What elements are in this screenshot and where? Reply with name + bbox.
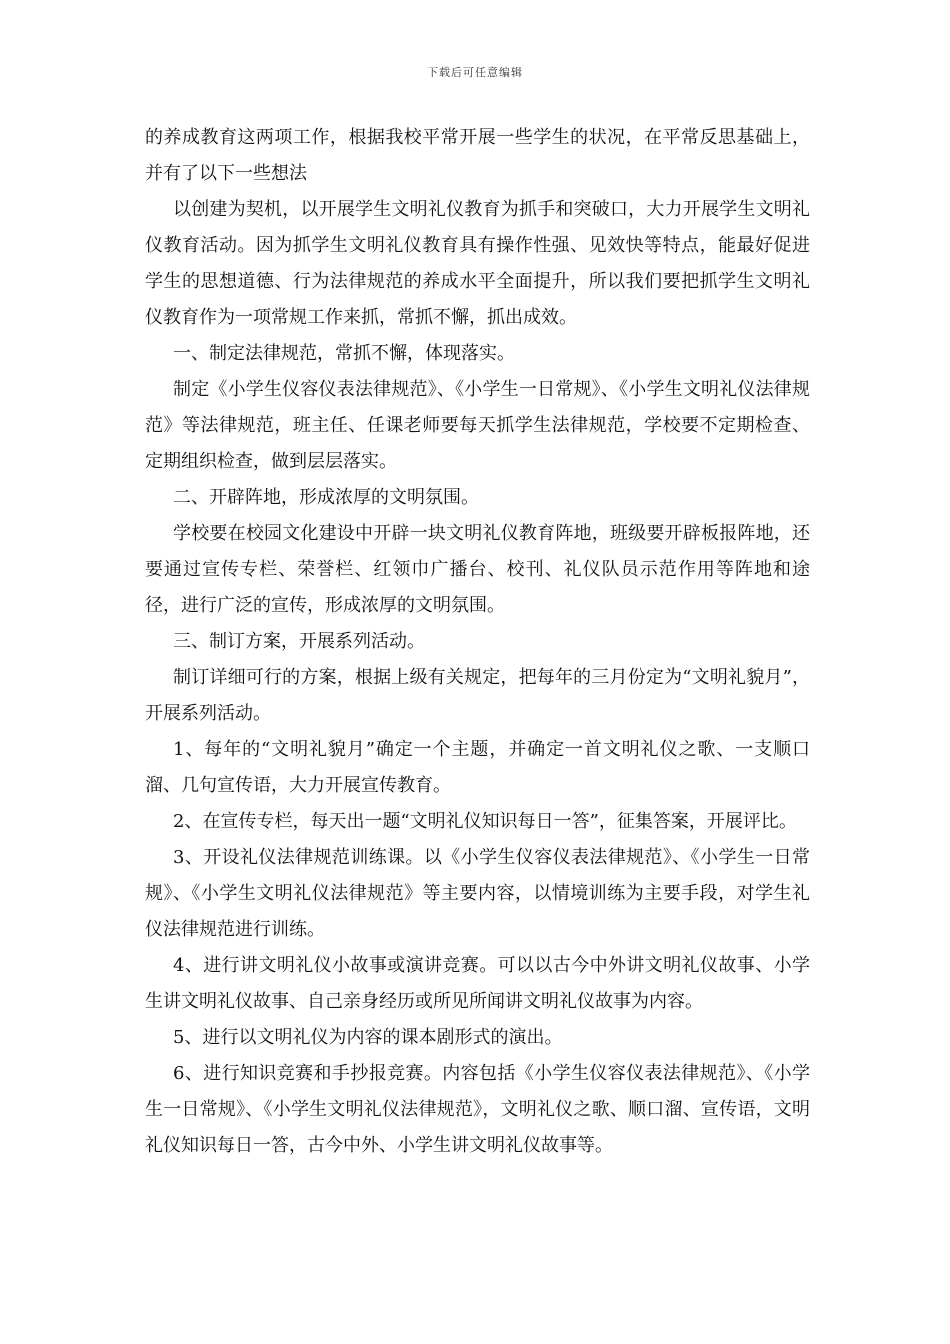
paragraph: 的养成教育这两项工作，根据我校平常开展一些学生的状况，在平常反思基础上，并有了以下一些想法 bbox=[145, 127, 810, 184]
paragraph: 制定《小学生仪容仪表法律规范》、《小学生一日常规》、《小学生文明礼仪法律规范》等法律规范，班主任、任课老师要每天抓学生法律规范，学校要不定期检查、定期组织检查，做到层层落实。 bbox=[145, 379, 810, 472]
paragraph: 制订详细可行的方案，根据上级有关规定，把每年的三月份定为“文明礼貌月”，开展系列活动。 bbox=[145, 667, 810, 724]
section-heading: 二、开辟阵地，形成浓厚的文明氛围。 bbox=[173, 487, 479, 508]
list-item: 3、开设礼仪法律规范训练课。以《小学生仪容仪表法律规范》、《小学生一日常规》、《小学生文明礼仪法律规范》等主要内容，以情境训练为主要手段，对学生礼仪法律规范进行训练。 bbox=[145, 847, 810, 940]
document-body bbox=[145, 120, 810, 1164]
list-item: 2、在宣传专栏，每天出一题“文明礼仪知识每日一答”，征集答案，开展评比。 bbox=[173, 811, 797, 832]
page-header: 下载后可任意编辑 bbox=[427, 66, 523, 79]
list-item: 1、每年的“文明礼貌月”确定一个主题，并确定一首文明礼仪之歌、一支顺口溜、几句宣传语，大力开展宣传教育。 bbox=[145, 739, 810, 796]
section-heading: 三、制订方案，开展系列活动。 bbox=[173, 631, 425, 652]
list-item: 4、进行讲文明礼仪小故事或演讲竞赛。可以以古今中外讲文明礼仪故事、小学生讲文明礼仪故事、自己亲身经历或所见所闻讲文明礼仪故事为内容。 bbox=[145, 955, 810, 1012]
paragraph: 以创建为契机，以开展学生文明礼仪教育为抓手和突破口，大力开展学生文明礼仪教育活动。因为抓学生文明礼仪教育具有操作性强、见效快等特点，能最好促进学生的思想道德、行为法律规范的养成水平全面提升，所以我们要把抓学生文明礼仪教育作为一项常规工作来抓，常抓不懈，抓出成效。 bbox=[145, 199, 810, 328]
paragraph: 学校要在校园文化建设中开辟一块文明礼仪教育阵地，班级要开辟板报阵地，还要通过宣传专栏、荣誉栏、红领巾广播台、校刊、礼仪队员示范作用等阵地和途径，进行广泛的宣传，形成浓厚的文明氛围。 bbox=[145, 523, 810, 616]
list-item: 6、进行知识竞赛和手抄报竞赛。内容包括《小学生仪容仪表法律规范》、《小学生一日常规》、《小学生文明礼仪法律规范》，文明礼仪之歌、顺口溜、宣传语，文明礼仪知识每日一答，古今中外、小学生讲文明礼仪故事等。 bbox=[145, 1063, 810, 1156]
section-heading: 一、制定法律规范，常抓不懈，体现落实。 bbox=[173, 343, 515, 364]
list-item: 5、进行以文明礼仪为内容的课本剧形式的演出。 bbox=[173, 1027, 563, 1048]
